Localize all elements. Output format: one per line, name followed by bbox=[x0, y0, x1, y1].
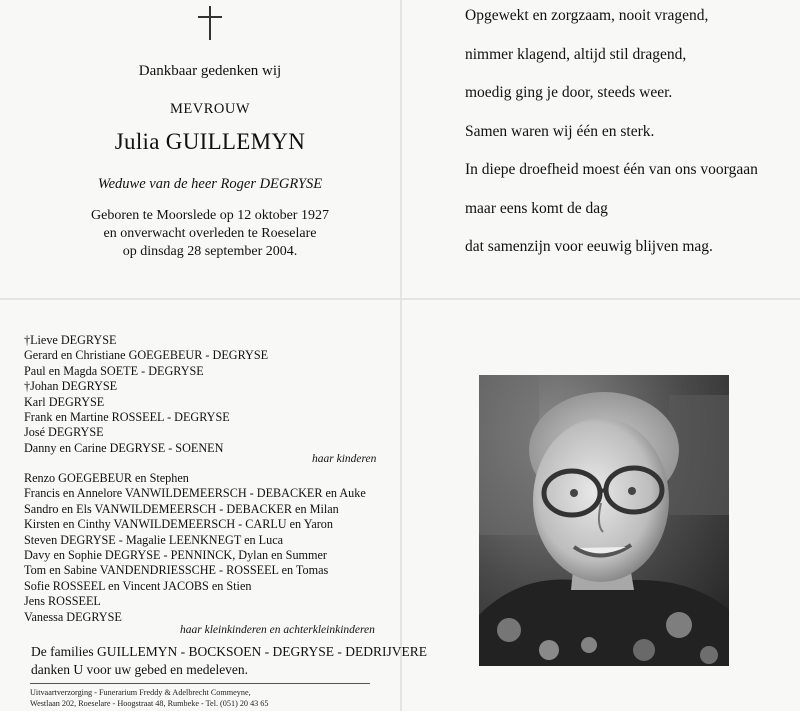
closing-line: danken U voor uw gebed en medeleven. bbox=[31, 662, 249, 677]
divider bbox=[30, 683, 370, 684]
list-item: Vanessa DEGRYSE bbox=[24, 609, 122, 624]
list-item: Tom en Sabine VANDENDRIESSCHE - ROSSEEL en Tomas bbox=[24, 563, 329, 578]
children-list bbox=[24, 333, 268, 456]
poem-line: Samen waren wij één en sterk. bbox=[465, 122, 655, 140]
funeral-home-footer bbox=[30, 687, 269, 709]
footer-line: Westlaan 202, Roeselare - Hoogstraat 48, Rumbeke - Tel. (051) 20 43 65 bbox=[30, 699, 269, 708]
list-item: †Lieve DEGRYSE bbox=[24, 333, 117, 347]
grandchildren-list bbox=[24, 471, 366, 625]
list-item: Steven DEGRYSE - Magalie LEENKNEGT en Luca bbox=[24, 532, 284, 547]
list-item: Sofie ROSSEEL en Vincent JACOBS en Stien bbox=[24, 578, 252, 593]
list-item: Kirsten en Cinthy VANWILDEMEERSCH - CARLU en Yaron bbox=[24, 517, 333, 532]
list-item: Danny en Carine DEGRYSE - SOENEN bbox=[24, 440, 224, 455]
born-line: Geboren te Moorslede op 12 oktober 1927 bbox=[91, 208, 329, 223]
list-item: †Johan DEGRYSE bbox=[24, 379, 118, 394]
poem-line: In diepe droefheid moest één van ons voorgaan bbox=[465, 161, 758, 178]
closing-line: De families GUILLEMYN - BOCKSOEN - DEGRYSE - DEDRIJVERE bbox=[31, 644, 427, 659]
grandchildren-label: haar kleinkinderen en achterkleinkinderen bbox=[180, 624, 375, 636]
horizontal-fold bbox=[0, 298, 800, 300]
poem-line: dat samenzijn voor eeuwig blijven mag. bbox=[465, 238, 713, 255]
children-label: haar kinderen bbox=[312, 453, 377, 465]
poem bbox=[465, 4, 795, 274]
widow-line: Weduwe van de heer Roger DEGRYSE bbox=[97, 176, 323, 192]
list-item: Gerard en Christiane GOEGEBEUR - DEGRYSE bbox=[24, 348, 269, 363]
list-item: José DEGRYSE bbox=[24, 425, 104, 440]
deceased-name: Julia GUILLEMYN bbox=[114, 129, 306, 154]
poem-line: moedig ging je door, steeds weer. bbox=[465, 84, 673, 101]
date-line: op dinsdag 28 september 2004. bbox=[122, 244, 298, 259]
list-item: Jens ROSSEEL bbox=[24, 594, 101, 609]
footer-line: Uitvaartverzorging - Funerarium Freddy & Adelbrecht Commeyne, bbox=[30, 688, 251, 697]
poem-line: maar eens komt de dag bbox=[465, 199, 608, 217]
list-item: Frank en Martine ROSSEEL - DEGRYSE bbox=[24, 409, 230, 424]
poem-line: nimmer klagend, altijd stil dragend, bbox=[465, 45, 687, 63]
list-item: Renzo GOEGEBEUR en Stephen bbox=[24, 471, 189, 485]
portrait-photo bbox=[479, 375, 729, 666]
title-mevrouw: MEVROUW bbox=[169, 101, 251, 117]
list-item: Davy en Sophie DEGRYSE - PENNINCK, Dylan en Summer bbox=[24, 547, 327, 562]
cross-icon bbox=[198, 6, 222, 40]
closing-text bbox=[31, 643, 427, 679]
died-line: en onverwacht overleden te Roeselare bbox=[103, 226, 317, 241]
birth-death-info bbox=[0, 207, 420, 261]
list-item: Karl DEGRYSE bbox=[24, 394, 105, 409]
portrait-image bbox=[479, 375, 729, 666]
list-item: Francis en Annelore VANWILDEMEERSCH - DEBACKER en Auke bbox=[24, 486, 366, 501]
list-item: Paul en Magda SOETE - DEGRYSE bbox=[24, 363, 204, 378]
poem-line: Opgewekt en zorgzaam, nooit vragend, bbox=[465, 7, 709, 24]
intro-text: Dankbaar gedenken wij bbox=[138, 63, 282, 79]
list-item: Sandro en Els VANWILDEMEERSCH - DEBACKER en Milan bbox=[24, 501, 339, 516]
